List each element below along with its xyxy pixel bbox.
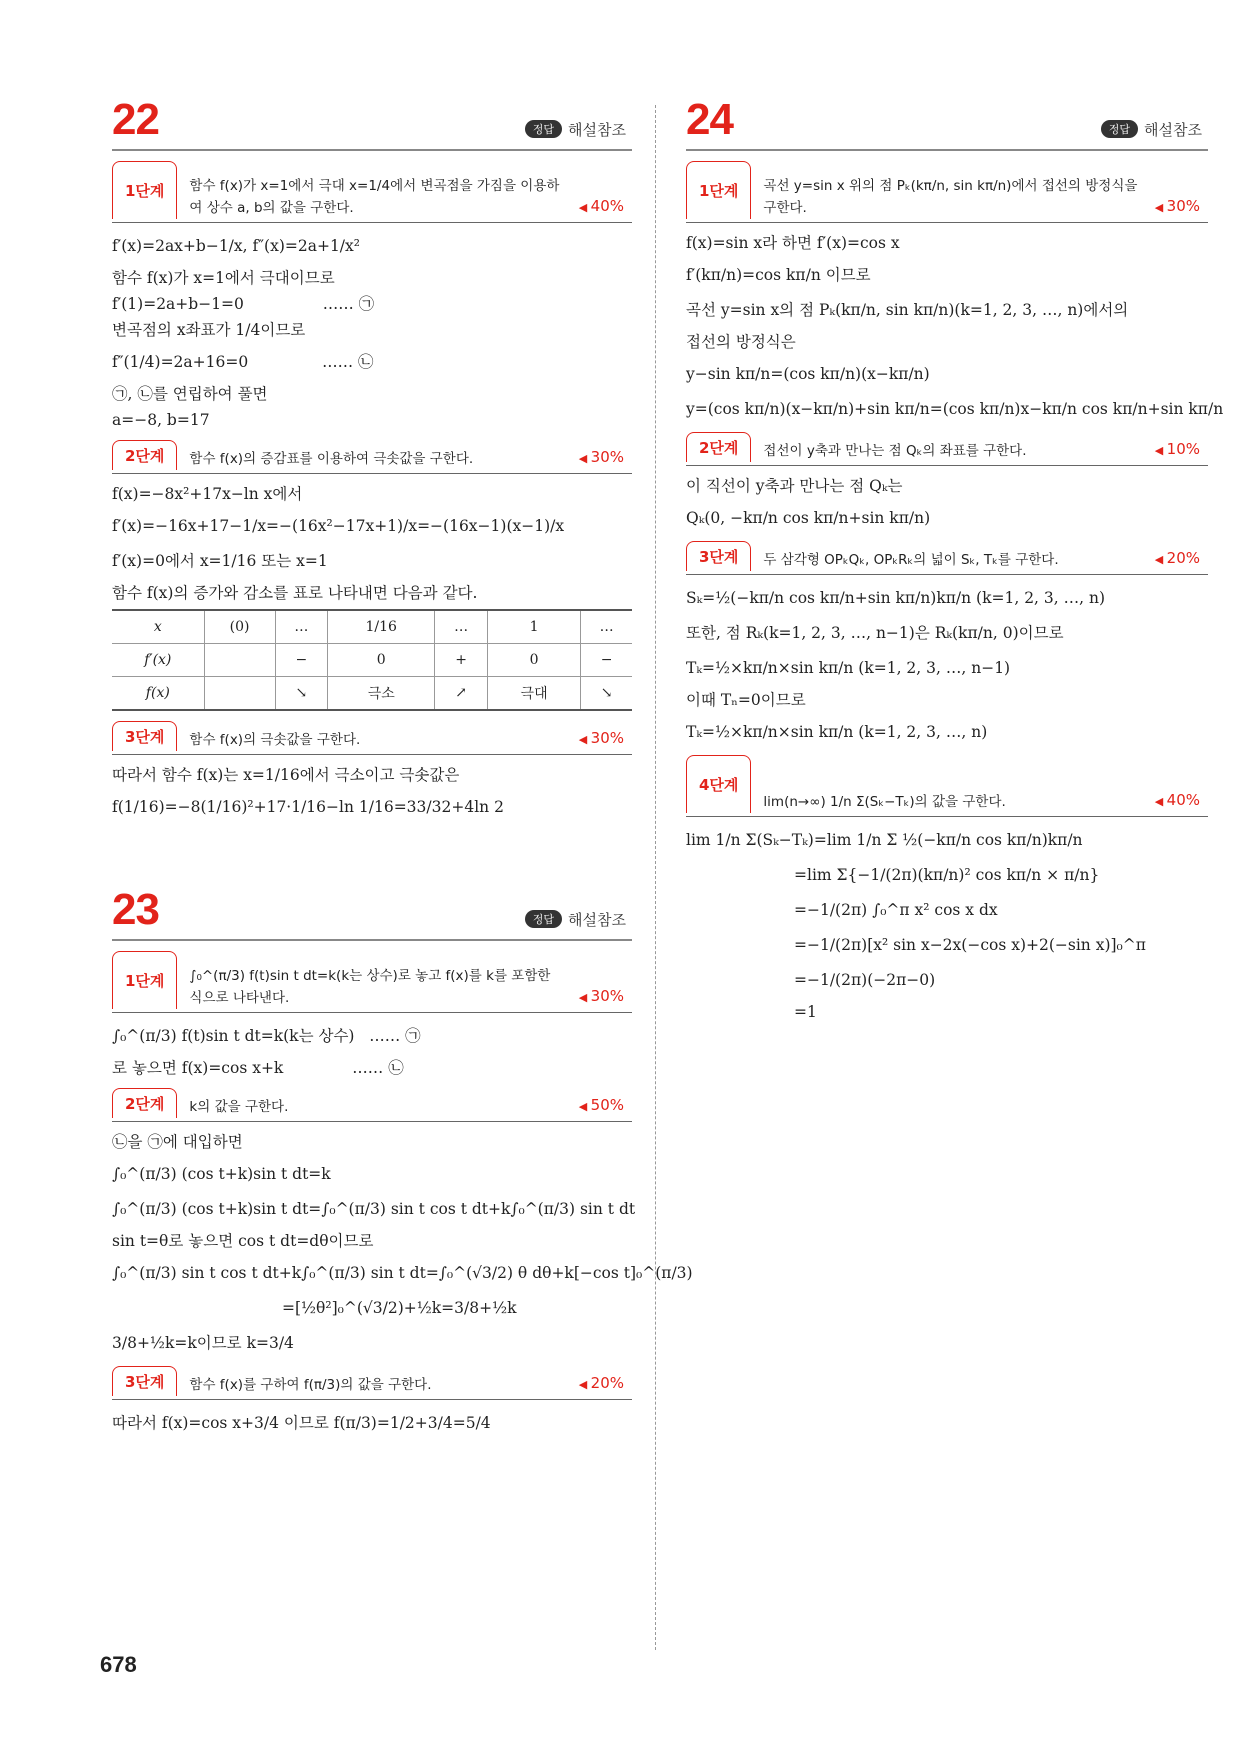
step-percentage: ◀ 40% [579,197,632,219]
solution-line: 변곡점의 x좌표가 1/4이므로 [112,321,306,339]
header-rule [112,939,632,941]
solution-line: ∫₀^(π/3) sin t cos t dt+k∫₀^(π/3) sin t dt=∫₀^(√3/2) θ dθ+k[−cos t]₀^(π/3) [112,1264,693,1282]
right-column [686,95,1224,1028]
table-cell: x [112,610,204,644]
step-percentage: ◀ 30% [579,448,632,470]
table-cell: ↗ [435,677,488,711]
solution-line: 로 놓으면 f(x)=cos x+k …… ㉡ [112,1059,404,1077]
solution-line: f′(kπ/n)=cos kπ/n 이므로 [686,266,871,284]
step-label: 2단계 [112,440,177,470]
answer-pill: 정답 [1101,120,1138,138]
table-cell: (0) [204,610,275,644]
step-header [686,161,1208,223]
step-header [686,541,1208,575]
table-cell: f(x) [112,677,204,711]
step-description: k의 값을 구한다. [189,1099,289,1115]
solution-line: ㉡을 ㉠에 대입하면 [112,1133,243,1151]
solution-line: =−1/(2π)(−2π−0) [794,971,936,989]
solution-line: sin t=θ로 놓으면 cos t dt=dθ이므로 [112,1232,374,1250]
solution-line: f′(x)=0에서 x=1/16 또는 x=1 [112,552,328,570]
step-percentage: ◀ 30% [1155,197,1208,219]
step-header [686,755,1208,817]
solution-line: Tₖ=½×kπ/n×sin kπ/n (k=1, 2, 3, …, n) [686,723,988,741]
step-header [112,440,632,474]
problem-number: 24 [686,95,733,144]
table-cell: 0 [328,644,435,677]
problem-24-header [686,95,1208,147]
answer-pill: 정답 [525,120,562,138]
problem-number: 23 [112,885,159,934]
solution-line: 이때 Tₙ=0이므로 [686,691,806,709]
answer-ref-text: 해설참조 [568,911,626,929]
solution-line: f(x)=sin x라 하면 f′(x)=cos x [686,234,900,252]
header-rule [686,149,1208,151]
step-label: 4단계 [686,755,751,813]
table-cell: − [275,644,328,677]
solution-line: 3/8+½k=k이므로 k=3/4 [112,1334,294,1352]
answer-ref-text: 해설참조 [1144,121,1202,139]
step-percentage: ◀ 50% [579,1096,632,1118]
column-divider [655,105,656,1650]
solution-line: Tₖ=½×kπ/n×sin kπ/n (k=1, 2, 3, …, n−1) [686,659,1011,677]
step-label: 2단계 [112,1088,177,1118]
table-cell: − [581,644,632,677]
step-percentage: ◀ 10% [1155,440,1208,462]
table-cell: + [435,644,488,677]
solution-line: a=−8, b=17 [112,411,210,429]
solution-line: f′(1)=2a+b−1=0 …… ㉠ [112,295,375,313]
step-header [112,1088,632,1122]
solution-line: ∫₀^(π/3) (cos t+k)sin t dt=k [112,1165,331,1183]
step-header [112,951,632,1013]
table-cell: ↘ [581,677,632,711]
solution-line: 곡선 y=sin x의 점 Pₖ(kπ/n, sin kπ/n)(k=1, 2, 3, …, n)에서의 [686,301,1129,319]
solution-line: f(1/16)=−8(1/16)²+17·1/16−ln 1/16=33/32+4ln 2 [112,798,504,816]
table-cell: … [275,610,328,644]
step-percentage: ◀ 20% [579,1374,632,1396]
step-description: 두 삼각형 OPₖQₖ, OPₖRₖ의 넓이 Sₖ, Tₖ를 구한다. [763,552,1059,568]
solution-line: =1 [794,1003,817,1021]
solution-line: Qₖ(0, −kπ/n cos kπ/n+sin kπ/n) [686,509,931,527]
solution-line: Sₖ=½(−kπ/n cos kπ/n+sin kπ/n)kπ/n (k=1, 2, 3, …, n) [686,589,1106,607]
step-description: lim(n→∞) 1/n Σ(Sₖ−Tₖ)의 값을 구한다. [763,794,1006,810]
solution-line: =[½θ²]₀^(√3/2)+½k=3/8+½k [282,1299,517,1317]
solution-line: y=(cos kπ/n)(x−kπ/n)+sin kπ/n=(cos kπ/n)x−kπ/n cos kπ/n+sin kπ/n [686,400,1224,418]
solution-line: f′(x)=−16x+17−1/x=−(16x²−17x+1)/x=−(16x−1)(x−1)/x [112,517,565,535]
solution-line: ㉠, ㉡를 연립하여 풀면 [112,385,268,403]
table-row [112,644,632,677]
sign-table [112,609,632,711]
table-cell: 극대 [487,677,580,711]
step-label: 1단계 [112,951,177,1009]
step-description: ∫₀^(π/3) f(t)sin t dt=k(k는 상수)로 놓고 f(x)를 k를 포함한 식으로 나타낸다. [189,968,551,1006]
problem-22-header [112,95,632,147]
problem-23-header [112,885,632,937]
table-cell [204,644,275,677]
solution-line: f(x)=−8x²+17x−ln x에서 [112,485,303,503]
step-description: 접선이 y축과 만나는 점 Qₖ의 좌표를 구한다. [763,443,1027,459]
table-cell: 극소 [328,677,435,711]
solution-line: f′(x)=2ax+b−1/x, f″(x)=2a+1/x² [112,237,360,255]
step-description: 함수 f(x)를 구하여 f(π/3)의 값을 구한다. [189,1377,432,1393]
table-row [112,677,632,711]
solution-line: =lim Σ{−1/(2π)(kπ/n)² cos kπ/n × π/n} [794,866,1100,884]
step-label: 2단계 [686,432,751,462]
step-percentage: ◀ 40% [1155,791,1208,813]
table-cell: … [581,610,632,644]
solution-line: lim 1/n Σ(Sₖ−Tₖ)=lim 1/n Σ ½(−kπ/n cos kπ/n)kπ/n [686,831,1083,849]
step-header [686,432,1208,466]
solution-line: y−sin kπ/n=(cos kπ/n)(x−kπ/n) [686,365,930,383]
step-description: 곡선 y=sin x 위의 점 Pₖ(kπ/n, sin kπ/n)에서 접선의 방정식을 구한다. [763,178,1138,216]
page-number: 678 [100,1652,137,1677]
solution-line: 따라서 f(x)=cos x+3/4 이므로 f(π/3)=1/2+3/4=5/4 [112,1414,491,1432]
solution-line: ∫₀^(π/3) f(t)sin t dt=k(k는 상수) …… ㉠ [112,1027,421,1045]
step-percentage: ◀ 30% [579,729,632,751]
solution-line: =−1/(2π)[x² sin x−2x(−cos x)+2(−sin x)]₀^π [794,936,1146,954]
table-cell: 0 [487,644,580,677]
step-description: 함수 f(x)의 극솟값을 구한다. [189,732,361,748]
step-label: 1단계 [686,161,751,219]
answer-pill: 정답 [525,910,562,928]
step-header [112,721,632,755]
solution-line: 접선의 방정식은 [686,333,796,351]
step-label: 1단계 [112,161,177,219]
problem-number: 22 [112,95,159,144]
answer-reference [525,909,626,930]
step-label: 3단계 [112,1366,177,1396]
solution-line: 따라서 함수 f(x)는 x=1/16에서 극소이고 극솟값은 [112,766,460,784]
solution-line: ∫₀^(π/3) (cos t+k)sin t dt=∫₀^(π/3) sin t cos t dt+k∫₀^(π/3) sin t dt [112,1200,636,1218]
solution-line: 함수 f(x)가 x=1에서 극대이므로 [112,269,335,287]
answer-ref-text: 해설참조 [568,121,626,139]
step-percentage: ◀ 30% [579,987,632,1009]
solution-line: 함수 f(x)의 증가와 감소를 표로 나타내면 다음과 같다. [112,584,478,602]
step-description: 함수 f(x)가 x=1에서 극대 x=1/4에서 변곡점을 가짐을 이용하여 상수 a, b의 값을 구한다. [189,178,560,216]
table-cell: … [435,610,488,644]
step-header [112,161,632,223]
solution-line: f″(1/4)=2a+16=0 …… ㉡ [112,353,374,371]
left-column [112,95,693,1445]
step-label: 3단계 [686,541,751,571]
answer-reference [1101,119,1202,140]
solution-line: 또한, 점 Rₖ(k=1, 2, 3, …, n−1)은 Rₖ(kπ/n, 0)이므로 [686,624,1064,642]
header-rule [112,149,632,151]
table-cell: 1 [487,610,580,644]
step-percentage: ◀ 20% [1155,549,1208,571]
solution-line: =−1/(2π) ∫₀^π x² cos x dx [794,901,998,919]
answer-reference [525,119,626,140]
table-cell [204,677,275,711]
table-row [112,610,632,644]
table-cell: f′(x) [112,644,204,677]
step-description: 함수 f(x)의 증감표를 이용하여 극솟값을 구한다. [189,451,474,467]
table-cell: 1/16 [328,610,435,644]
step-header [112,1366,632,1400]
step-label: 3단계 [112,721,177,751]
solution-line: 이 직선이 y축과 만나는 점 Qₖ는 [686,477,903,495]
table-cell: ↘ [275,677,328,711]
